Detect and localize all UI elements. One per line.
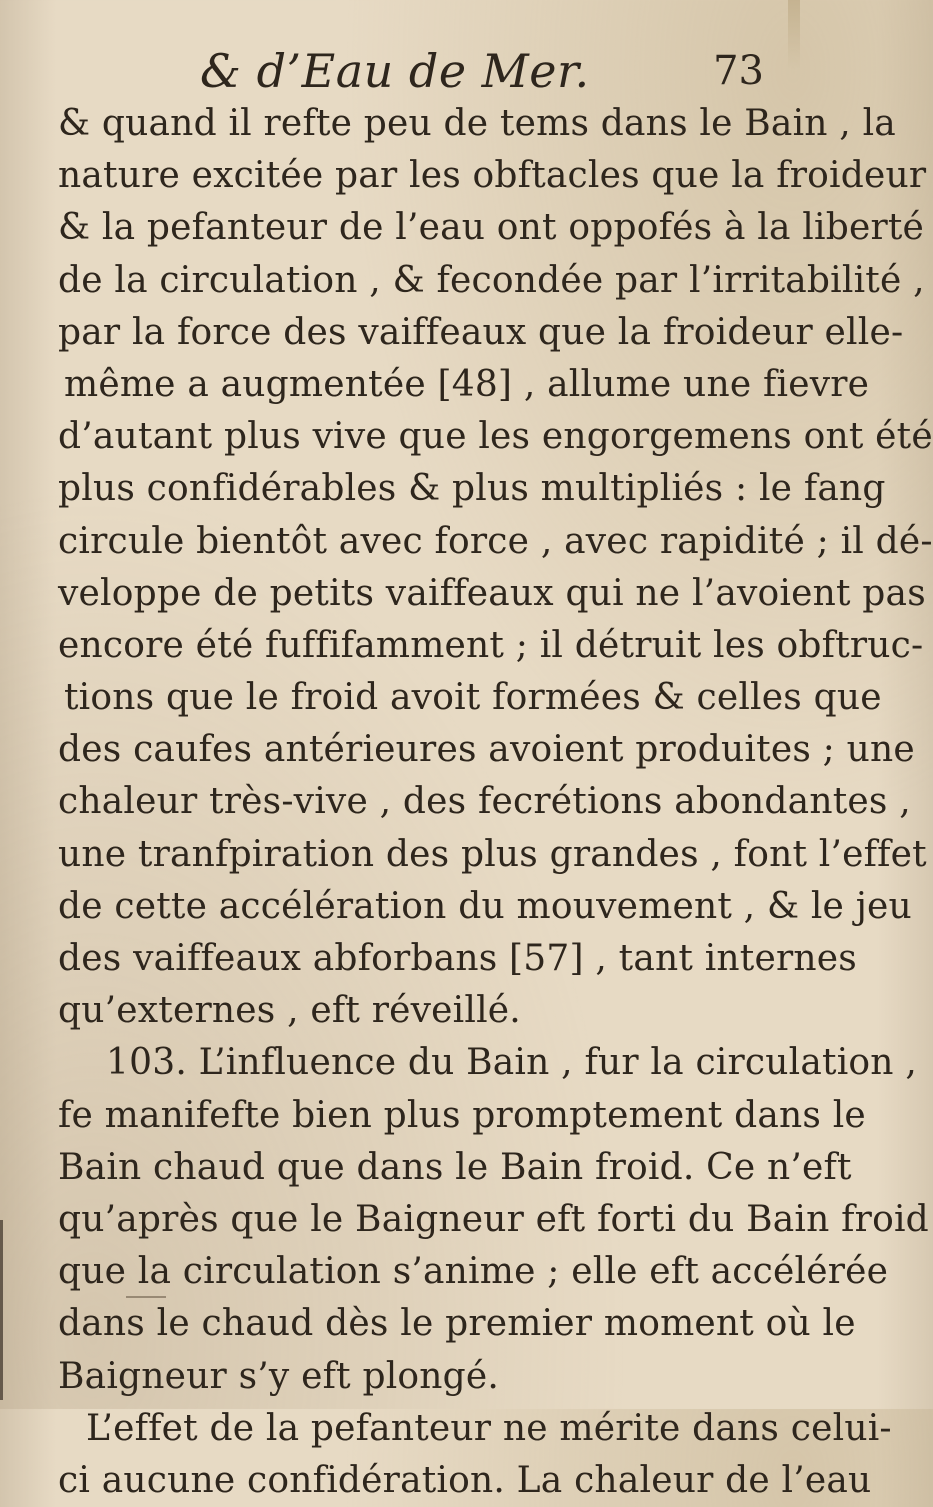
page-number: 73 (713, 48, 764, 94)
text-line: par la force des vaiffeaux que la froideur elle- (58, 311, 904, 353)
text-line: Bain chaud que dans le Bain froid. Ce n’eft (58, 1146, 852, 1188)
text-line: que la circulation s’anime ; elle eft accélérée (58, 1251, 889, 1293)
text-line: ci aucune confidération. La chaleur de l’eau (58, 1459, 872, 1501)
text-line: chaleur très-vive , des fecrétions abondantes , (58, 781, 911, 823)
text-line: circule bientôt avec force , avec rapidité ; il dé- (58, 520, 933, 562)
text-line: encore été fuffifamment ; il détruit les obftruc- (58, 624, 924, 666)
running-head-title: & d’Eau de Mer. (200, 44, 590, 98)
text-line: tions que le froid avoit formées & celles que (64, 677, 882, 719)
text-line: une tranfpiration des plus grandes , font l’effet (58, 833, 927, 875)
text-line: dans le chaud dès le premier moment où le (58, 1303, 856, 1345)
text-line: & quand il refte peu de tems dans le Bain , la (58, 103, 896, 144)
text-line: des caufes antérieures avoient produites ; une (58, 729, 915, 771)
text-line: Baigneur s’y eft plongé. (58, 1355, 500, 1397)
running-head (60, 40, 770, 96)
text-line: qu’après que le Baigneur eft forti du Bain froid (58, 1198, 929, 1240)
text-line: & la pefanteur de l’eau ont oppofés à la liberté (58, 207, 925, 249)
paragraph-start-line: L’effet de la pefanteur ne mérite dans celui- (86, 1407, 892, 1449)
text-line: de la circulation , & fecondée par l’irritabilité , (58, 259, 925, 301)
paragraph-start-line: 103. L’influence du Bain , fur la circulation , (106, 1042, 917, 1084)
stray-mark (126, 1296, 166, 1298)
page-edge-mark (0, 1220, 3, 1400)
body-text (58, 98, 933, 1507)
text-line: d’autant plus vive que les engorgemens ont été (58, 416, 933, 458)
text-line: de cette accélération du mouvement , & le jeu (58, 885, 912, 927)
text-line: même a augmentée [48] , allume une fievre (64, 363, 870, 405)
text-line: des vaiffeaux abforbans [57] , tant internes (58, 938, 857, 979)
text-line: qu’externes , eft réveillé. (58, 990, 521, 1032)
page-edge-shadow (788, 0, 800, 70)
text-line: nature excitée par les obftacles que la froideur (58, 155, 927, 197)
text-line: plus confidérables & plus multipliés : le fang (58, 468, 886, 510)
text-line: fe manifefte bien plus promptement dans le (58, 1094, 866, 1136)
text-line: veloppe de petits vaiffeaux qui ne l’avoient pas (58, 572, 926, 614)
